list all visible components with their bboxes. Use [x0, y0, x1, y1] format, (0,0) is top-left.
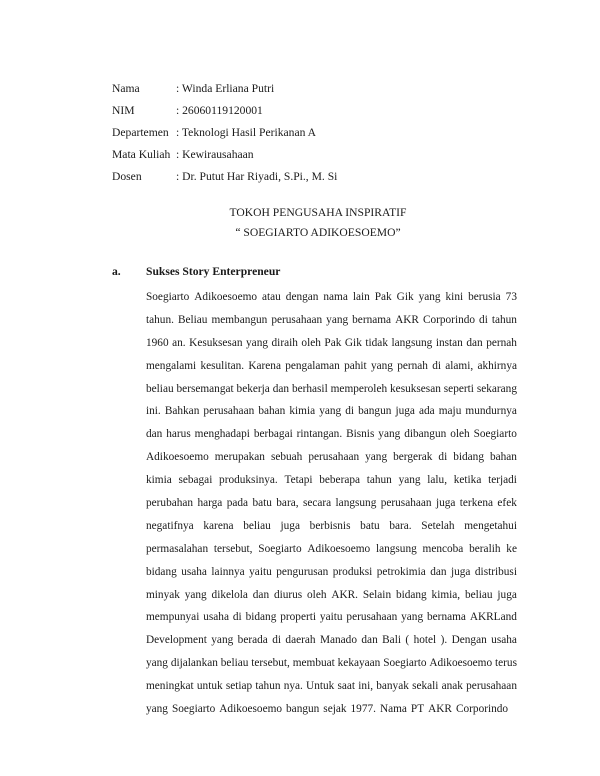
- word: Beliau: [177, 313, 208, 326]
- word: dan: [146, 428, 163, 441]
- word: seperti: [443, 382, 474, 395]
- word: tahun: [366, 474, 392, 487]
- word: beralih: [469, 542, 501, 555]
- word: mengalami: [146, 359, 197, 372]
- section-letter: a.: [112, 265, 121, 278]
- info-row-nim: [112, 100, 337, 122]
- word: ini.: [146, 405, 161, 418]
- word: kimia,: [431, 588, 461, 601]
- word: membangun: [211, 313, 268, 326]
- word: memperoleh: [330, 382, 388, 395]
- word: langsung: [375, 542, 417, 555]
- word: Tetapi: [284, 474, 313, 487]
- word: Adikoesoemo: [429, 657, 493, 670]
- paragraph-line: [146, 561, 517, 584]
- word: pahit: [344, 359, 367, 372]
- word: mencoba: [422, 542, 464, 555]
- word: mundurnya: [465, 405, 517, 418]
- word: Karena: [248, 359, 281, 372]
- word: yang: [184, 588, 207, 601]
- paragraph-line: [146, 423, 517, 446]
- paragraph-line: [146, 492, 517, 515]
- word: juga: [395, 405, 415, 418]
- word: Adikoesoemo: [194, 291, 258, 303]
- word: bidang: [146, 565, 177, 578]
- word: berbagai: [253, 428, 293, 441]
- word: di: [432, 359, 441, 372]
- word: Adikoesoemo: [219, 703, 283, 716]
- word: perusahaan: [380, 497, 432, 510]
- word: produksinya.: [219, 474, 278, 487]
- word: setiap: [225, 680, 253, 693]
- word: Soegiarto: [171, 703, 216, 716]
- paragraph-line: [146, 515, 517, 538]
- word: dikelola: [211, 588, 248, 601]
- word: kimia: [289, 405, 316, 418]
- word: dijalankan: [170, 657, 218, 670]
- word: terjadi: [488, 474, 517, 487]
- word: ini,: [358, 680, 374, 693]
- word: Soegiarto: [473, 428, 517, 441]
- word: Nama: [379, 703, 407, 716]
- word: Untuk: [306, 680, 335, 693]
- section-heading: [112, 261, 280, 283]
- word: sekali: [412, 680, 439, 693]
- word: yang: [319, 405, 342, 418]
- info-label: Departemen: [112, 126, 169, 139]
- word: Setelah: [421, 519, 455, 532]
- word: instan: [435, 336, 463, 349]
- word: lain: [352, 291, 370, 303]
- paragraph-line: [146, 469, 517, 492]
- title-line-2: “ SOEGIARTO ADIKOESOEMO”: [235, 226, 401, 239]
- word: Soegiarto: [146, 291, 190, 303]
- paragraph-line: [146, 446, 517, 469]
- title-line-1: TOKOH PENGUSAHA INSPIRATIF: [229, 206, 407, 219]
- info-value: : Winda Erliana Putri: [176, 82, 275, 95]
- word: alami,: [445, 359, 474, 372]
- word: bidang: [245, 611, 277, 624]
- info-row-departemen: [112, 122, 337, 144]
- word: untuk: [196, 680, 223, 693]
- section-heading-text: Sukses Story Enterpreneur: [146, 265, 281, 278]
- word: permasalahan: [146, 542, 209, 555]
- word: yaitu: [249, 565, 272, 578]
- word: beliau: [220, 657, 249, 670]
- paragraph-line: [146, 355, 517, 378]
- word: anak: [441, 680, 463, 693]
- word: perusahaan: [346, 611, 398, 624]
- word: Bahkan: [164, 405, 200, 418]
- info-row-mata-kuliah: [112, 144, 337, 166]
- word: bidang: [395, 588, 427, 601]
- info-label: Nama: [112, 82, 140, 95]
- word: AKR.: [331, 588, 359, 601]
- word: bangun: [286, 703, 320, 716]
- word: di: [232, 611, 242, 624]
- word: karena: [203, 519, 234, 532]
- info-value: : Teknologi Hasil Perikanan A: [176, 126, 317, 139]
- word: 73: [505, 291, 517, 303]
- word: Bali: [382, 634, 401, 647]
- word: yang: [398, 474, 421, 487]
- word: an.: [172, 336, 186, 349]
- word: bernama: [352, 313, 392, 326]
- word: ada: [418, 405, 435, 418]
- word: juga: [280, 519, 300, 532]
- paragraph-line: [146, 400, 517, 423]
- word: Kesuksesan: [189, 336, 243, 349]
- word: merupakan: [214, 451, 265, 464]
- info-value: : 26060119120001: [176, 104, 263, 117]
- word: langsung: [335, 497, 377, 510]
- paragraph-line: [146, 309, 517, 332]
- word: oleh: [301, 336, 321, 349]
- word: usaha: [203, 611, 229, 624]
- word: yang: [365, 451, 388, 464]
- word: pengurusan: [276, 565, 329, 578]
- word: Selain: [362, 588, 392, 601]
- word: Dengan: [451, 634, 487, 647]
- info-label: NIM: [112, 104, 135, 117]
- word: dan: [272, 382, 290, 395]
- word: Soegiarto: [258, 542, 302, 555]
- paragraph-line: [146, 584, 517, 607]
- word: PT: [410, 703, 425, 716]
- word: menghadapi: [194, 428, 250, 441]
- word: mempunyai: [146, 611, 200, 624]
- word: dan: [252, 588, 270, 601]
- word: sejak: [323, 703, 347, 716]
- word: kesulitan.: [200, 359, 245, 372]
- word: beberapa: [319, 474, 361, 487]
- word: Adikoesoemo: [146, 451, 209, 464]
- word: yang: [146, 703, 168, 716]
- paragraph-line: [146, 286, 517, 309]
- word: perusahaan: [271, 313, 323, 326]
- word: ).: [440, 634, 448, 647]
- word: bergerak: [393, 451, 433, 464]
- word: beliau: [243, 519, 271, 532]
- word: mengetahui: [464, 519, 517, 532]
- word: di: [345, 405, 355, 418]
- word: Pak: [374, 291, 392, 303]
- word: meningkat: [146, 680, 194, 693]
- info-label: Dosen: [112, 170, 142, 183]
- word: sekarang: [476, 382, 517, 395]
- word: yang: [378, 428, 401, 441]
- word: dibangun: [404, 428, 447, 441]
- info-value: : Kewirausahaan: [176, 148, 254, 161]
- paragraph-line: [146, 629, 517, 652]
- word: produksi: [332, 565, 373, 578]
- word: saat: [337, 680, 356, 693]
- body-paragraph: [146, 286, 517, 721]
- word: petrokimia: [376, 565, 426, 578]
- word: bersemangat: [176, 382, 234, 395]
- word: batu: [360, 519, 380, 532]
- word: Gik: [344, 336, 362, 349]
- word: beliau: [464, 588, 493, 601]
- word: perusahaan: [466, 680, 517, 693]
- word: juga: [450, 565, 471, 578]
- word: 1960: [146, 336, 169, 349]
- word: Corporindo: [422, 313, 476, 326]
- word: Corporindo: [455, 703, 509, 716]
- word: bidang: [453, 451, 484, 464]
- info-value: : Dr. Putut Har Riyadi, S.Pi., M. Si: [176, 170, 338, 183]
- word: usaha: [491, 634, 517, 647]
- word: yaitu: [319, 611, 343, 624]
- word: harga: [197, 497, 223, 510]
- word: berhasil: [291, 382, 328, 395]
- word: tidak: [365, 336, 388, 349]
- word: berusia: [468, 291, 501, 303]
- word: pada: [226, 497, 249, 510]
- word: tersebut,: [213, 542, 253, 555]
- paragraph-line: [146, 606, 517, 629]
- word: terkena: [459, 497, 494, 510]
- word: efek: [497, 497, 517, 510]
- word: kekayaan: [337, 657, 381, 670]
- word: (: [405, 634, 410, 647]
- word: secara: [302, 497, 332, 510]
- word: tahun: [255, 680, 281, 693]
- word: diurus: [273, 588, 303, 601]
- word: di: [479, 313, 488, 326]
- word: dan: [466, 336, 483, 349]
- word: berada: [237, 634, 268, 647]
- word: nama: [323, 291, 348, 303]
- word: kimia: [146, 474, 172, 487]
- word: Soegiarto: [383, 657, 427, 670]
- word: terus: [495, 657, 517, 670]
- word: yang: [418, 291, 441, 303]
- word: batu: [252, 497, 272, 510]
- info-label: Mata Kuliah: [112, 148, 171, 161]
- word: nya.: [283, 680, 303, 693]
- word: harus: [166, 428, 191, 441]
- word: hotel: [413, 634, 437, 647]
- word: oleh: [307, 588, 327, 601]
- word: diraih: [271, 336, 298, 349]
- word: ketika: [453, 474, 482, 487]
- word: bernama: [427, 611, 466, 624]
- word: yang: [326, 313, 349, 326]
- word: Manado: [319, 634, 357, 647]
- word: di: [438, 451, 448, 464]
- word: 1977.: [350, 703, 376, 716]
- paragraph-line: [146, 675, 517, 698]
- word: Gik: [396, 291, 414, 303]
- word: juga: [435, 497, 456, 510]
- word: perubahan: [146, 497, 194, 510]
- word: langsung: [391, 336, 433, 349]
- word: pengalaman: [285, 359, 340, 372]
- word: bangun: [358, 405, 392, 418]
- word: yang: [246, 336, 268, 349]
- word: dengan: [285, 291, 319, 303]
- word: perusahaan: [203, 405, 255, 418]
- word: AKRLand: [469, 611, 517, 624]
- word: bara,: [276, 497, 299, 510]
- word: Bisnis: [346, 428, 375, 441]
- info-row-nama: [112, 78, 337, 100]
- word: tersebut,: [251, 657, 290, 670]
- word: beliau: [146, 382, 174, 395]
- word: usaha: [181, 565, 207, 578]
- word: properti: [280, 611, 317, 624]
- word: tahun: [491, 313, 517, 326]
- word: pernah: [397, 359, 428, 372]
- word: minyak: [146, 588, 180, 601]
- word: tahun.: [146, 313, 174, 326]
- word: kesuksesan: [390, 382, 441, 395]
- word: atau: [262, 291, 281, 303]
- word: Adikoesoemo: [307, 542, 371, 555]
- document-title: [112, 203, 524, 243]
- student-info-table: [112, 78, 337, 188]
- word: akhirnya: [477, 359, 517, 372]
- word: distribusi: [474, 565, 517, 578]
- word: dan: [430, 565, 447, 578]
- word: maju: [438, 405, 462, 418]
- word: Pak: [324, 336, 342, 349]
- word: bekerja: [236, 382, 270, 395]
- word: kini: [445, 291, 464, 303]
- word: ke: [506, 542, 517, 555]
- word: sebagai: [178, 474, 213, 487]
- word: oleh: [450, 428, 470, 441]
- word: berbisnis: [309, 519, 351, 532]
- word: di: [272, 634, 281, 647]
- word: perusahaan: [308, 451, 360, 464]
- word: lainnya: [211, 565, 245, 578]
- word: membuat: [292, 657, 335, 670]
- info-row-dosen: [112, 166, 337, 188]
- word: lalu,: [427, 474, 448, 487]
- word: juga: [497, 588, 517, 601]
- word: AKR: [395, 313, 419, 326]
- paragraph-line: [146, 698, 517, 721]
- word: Development: [146, 634, 207, 647]
- word: yang: [211, 634, 234, 647]
- word: bahan: [258, 405, 286, 418]
- word: AKR: [428, 703, 452, 716]
- word: pernah: [486, 336, 517, 349]
- word: yang: [401, 611, 424, 624]
- word: yang: [146, 657, 168, 670]
- word: sebuah: [270, 451, 303, 464]
- paragraph-line: [146, 332, 517, 355]
- paragraph-line: [146, 378, 517, 401]
- word: rintangan.: [296, 428, 343, 441]
- paragraph-line: [146, 652, 517, 675]
- word: dan: [361, 634, 378, 647]
- paragraph-line: [146, 538, 517, 561]
- word: yang: [370, 359, 393, 372]
- word: bara.: [389, 519, 412, 532]
- word: banyak: [376, 680, 409, 693]
- word: bahan: [489, 451, 517, 464]
- word: daerah: [285, 634, 316, 647]
- word: negatifnya: [146, 519, 194, 532]
